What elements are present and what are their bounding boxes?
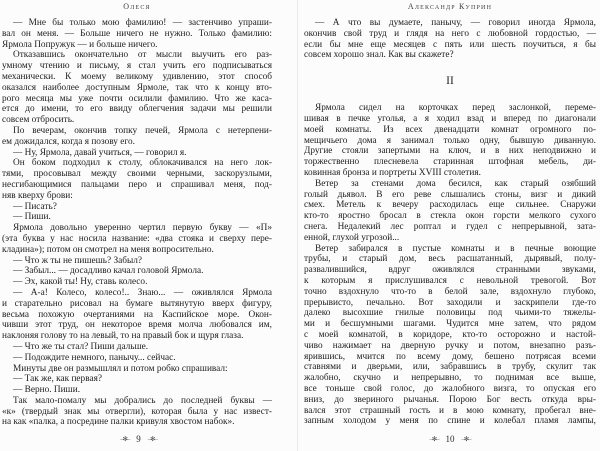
text-line: моей комнаты. Из всех двенадцати комнат огромного по- (304, 124, 596, 135)
text-line: (эта буква у нас носила название: «два стояка и сверху пере- (2, 233, 272, 244)
text-line: прерывисто, печально. Вот заходили и заскрипели где-то (304, 297, 596, 308)
text-line: чивши этот труд, он некоторое время молча любовался им, (2, 320, 272, 331)
text-line: кладина»); потом он смотрел на меня вопросительно. (2, 244, 214, 255)
footer-ornament-icon: –✻– (147, 436, 157, 443)
text-line: «к» (твердый знак мы отвергли), которая была у нас извест- (2, 406, 272, 417)
running-head-left: Олеся (123, 2, 151, 11)
text-line: Ветер за стенами дома бесился, как старый озябший (315, 178, 596, 189)
text-line: Другие стояли запертыми на ключ, и в них неподвижно и (304, 146, 596, 157)
text-line: оказался наиболее доступным Ярмоле, так что к концу вто- (2, 82, 272, 93)
page-number-right: 10 (445, 434, 455, 444)
text-line: — Подождите немного, панычу... сейчас. (13, 352, 176, 363)
text-line: вал он меня. — Больше ничего не нужно. Только фамилию: (2, 28, 272, 39)
text-line: чиво нажимает на дверную ручку и потом, внезапно разъ- (304, 340, 596, 351)
section-heading: II (446, 75, 454, 88)
text-line: Ярмола сидел на корточках перед заслонкой, переме- (315, 103, 596, 114)
text-line: жалобно, скучно и непрерывно, то поднимая все выше, (304, 373, 596, 384)
text-line: — Что ж ты не пишешь? Забыл? (13, 255, 142, 266)
text-line: с моей комнатой, в коридоре, кто-то осторожно и настой- (304, 329, 596, 340)
page-right-body-top (304, 18, 596, 61)
text-line: няв кверху брови: (2, 190, 73, 201)
text-line: и старательно рисовал на бумаге вытянутую вверх фигуру, (2, 298, 272, 309)
text-line: — Забыл... — досадливо качал головой Ярмола. (13, 266, 204, 277)
text-line: — Пиши. (13, 212, 51, 223)
text-line: все тоньше свой голос, до жалобного визга, то опуская его (304, 383, 596, 394)
footer-ornament-icon: –✻– (429, 436, 439, 443)
text-line: ковинная бронза и портреты XVIII столетия. (304, 167, 481, 178)
text-line: окончив свой труд и глядя на него с любовной гордостью, — (304, 28, 596, 39)
text-line: мещичьего дома я занимал только одну, бывшую диванную. (304, 135, 596, 146)
text-line: тями, просовывал между своими черными, заскорузлыми, (2, 169, 272, 180)
text-line: Ветер забирался в пустые комнаты и в печные воющие (315, 243, 596, 254)
text-line: — Так же, как первая? (13, 374, 103, 385)
text-line: снега. Недалекий лес роптал и гудел с непрерывной, зата- (304, 221, 596, 232)
page-right-footer (297, 434, 600, 444)
text-line: кто-то яростно бросал в стекла окон горсти мелкого сухого (304, 211, 596, 222)
text-line: весьма похожую очертаниями на Каспийское море. Окон- (2, 309, 272, 320)
text-line: несгибающимися пальцами перо и спрашивал меня, под- (2, 179, 272, 190)
text-line: вался этот страшный гость и в мою комнату, пробегал вне- (304, 405, 596, 416)
text-line: ется до имени, то его ввиду облегчения задачи мы решили (2, 104, 272, 115)
page-left (0, 0, 297, 451)
page-left-body (2, 18, 272, 428)
text-line: смех. Метель к вечеру расходилась еще сильнее. Снаружи (304, 200, 596, 211)
text-line: — Верно. Пиши. (13, 385, 81, 396)
running-head-right: Александр Куприн (407, 2, 493, 11)
text-line: ставнями и дверьми, или, забравшись в трубу, скулит так (304, 362, 596, 373)
text-line: совсем отбросить. (2, 115, 75, 126)
page-left-footer (0, 434, 297, 444)
text-line: рого месяца мы уже почти осилили фамилию. Что же каса- (2, 93, 272, 104)
text-line: — Писать? (13, 201, 57, 212)
footer-ornament-icon: –✻– (461, 436, 471, 443)
text-line: По вечерам, окончив топку печей, Ярмола с нетерпени- (13, 125, 272, 136)
text-line: Он боком подходил к столу, облокачивался на него лок- (13, 158, 272, 169)
text-line: Так мало-помалу мы добрались до последней буквы — (13, 395, 272, 406)
text-line: Ярмола Попружук — и больше ничего. (2, 39, 158, 50)
text-line: Ярмола довольно уверенно чертил первую букву — «П» (13, 223, 272, 234)
text-line: — Эх, какой ты! Ну, ставь колесо. (13, 277, 148, 288)
text-line: — А что вы думаете, панычу, — говорил иногда Ярмола, (315, 18, 596, 28)
text-line: точно вздохнуло что-то в белой зале, вздохнуло глубоко, (304, 286, 596, 297)
text-line: вниз, до звериного рычанья. Порою Бог весть откуда вры- (304, 394, 596, 405)
text-line: развалившийся, вдруг оживлялся странными звуками, (304, 265, 596, 276)
text-line: ярившись, мчится по всему дому, бешено потрясая всеми (304, 351, 596, 362)
page-gutter-divider (297, 0, 298, 451)
text-line: торжественно плесневела старинная штофная мебель, ди- (304, 157, 596, 168)
text-line: — Ну, Ярмола, давай учиться, — говорил я. (13, 147, 187, 158)
text-line: шивая в печке уголья, а я ходил взад и вперед по диагонали (304, 113, 596, 124)
text-line: запным холодом у меня по спине и колебал пламя лампы, (304, 416, 596, 427)
text-line: механически. К моему великому удивлению, этот способ (2, 71, 272, 82)
text-line: енной, глухой угрозой... (304, 232, 400, 243)
page-number-left: 9 (136, 434, 141, 444)
text-line: если бы мне еще месяцев с пять или шесть поучиться, я бы (304, 39, 596, 50)
text-line: наклоняя голову то на левый, то на правый бок и щуря глаза. (2, 331, 244, 342)
text-line: далеко высохшие гнилые половицы под чьими-то тяжелы- (304, 308, 596, 319)
text-line: умному чтению и письму, я стал учить его подписываться (2, 61, 272, 72)
footer-ornament-icon: –✻– (120, 436, 130, 443)
text-line: — Что же ты стал? Пиши дальше. (13, 341, 149, 352)
text-line: — А-а! Колесо, колесо!.. Знаю... — оживлялся Ярмола (13, 287, 272, 298)
page-right (297, 0, 600, 451)
text-line: совсем хорошо знал. Как вы скажете? (304, 50, 454, 61)
text-line: ем дожидался, когда я позову его. (2, 136, 135, 147)
text-line: на как «палка, а посредине палки кривуля хвостом набок». (2, 417, 235, 428)
text-line: Минуты две он размышлял и потом робко спрашивал: (13, 363, 228, 374)
text-line: к которым я прислушивался с невольной тревогой. Вот (304, 275, 596, 286)
page-right-body-bottom (304, 103, 596, 427)
text-line: Отказавшись окончательно от мысли выучить его раз- (13, 50, 272, 61)
text-line: — Мне бы только мою фамилию! — застенчиво упраши- (13, 18, 272, 28)
text-line: голый дьявол. В его реве слышались стоны, визг и дикий (304, 189, 596, 200)
text-line: ми и бесшумными шагами. Чудится мне затем, что рядом (304, 319, 596, 330)
text-line: трубы, и старый дом, весь расшатанный, дырявый, полу- (304, 254, 596, 265)
